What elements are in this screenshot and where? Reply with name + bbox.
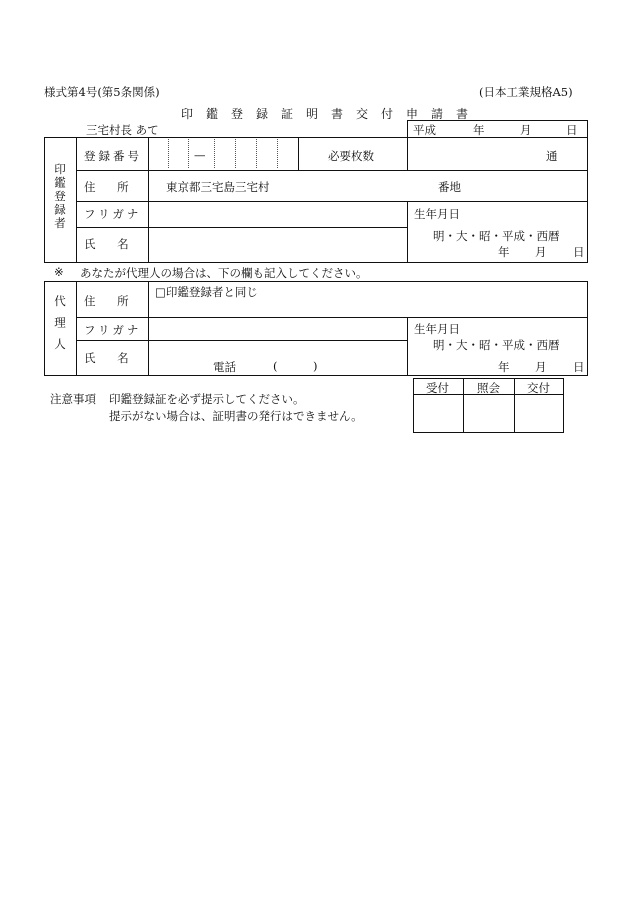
address-suffix: 番地 (438, 180, 461, 194)
furigana-label: フリガナ (84, 207, 142, 221)
agent-section-label: 代理人 (53, 295, 67, 360)
agent-birth-day-label: 日 (573, 360, 585, 374)
agent-birth-date-label: 生年月日 (414, 322, 460, 336)
address-value[interactable]: 東京都三宅島三宅村 (166, 180, 270, 194)
same-as-registrant-checkbox[interactable]: □印鑑登録者と同じ (155, 285, 258, 299)
birth-date-label: 生年月日 (414, 207, 460, 221)
notice-mark: ※ (54, 265, 64, 279)
agent-name-label: 氏 名 (84, 351, 138, 365)
reg-number-dash: — (194, 148, 206, 162)
date-month-label: 月 (520, 123, 532, 137)
birth-eras[interactable]: 明・大・昭・平成・西暦 (433, 229, 560, 243)
notes-label: 注意事項 (50, 392, 96, 406)
birth-year-label: 年 (498, 245, 510, 259)
agent-address-label: 住 所 (84, 294, 138, 308)
furigana-field[interactable] (150, 203, 405, 225)
paper-standard: (日本工業規格A5) (479, 85, 573, 99)
form-title: 印鑑登録証明書交付申請書 (181, 107, 482, 121)
date-year-label: 年 (473, 123, 485, 137)
copies-label: 必要枚数 (328, 149, 374, 163)
birth-month-label: 月 (535, 245, 547, 259)
office-issued-label: 交付 (527, 381, 550, 395)
agent-birth-month-label: 月 (535, 360, 547, 374)
name-field[interactable] (150, 229, 405, 261)
date-day-label: 日 (566, 123, 578, 137)
agent-phone-close-paren: ) (313, 359, 318, 373)
agent-birth-eras[interactable]: 明・大・昭・平成・西暦 (433, 338, 560, 352)
agent-phone-field[interactable] (282, 359, 310, 373)
agent-address-field[interactable] (150, 298, 580, 315)
office-checked-label: 照会 (477, 381, 500, 395)
addressee: 三宅村長 あて (86, 123, 159, 137)
form-number: 様式第4号(第5条関係) (44, 85, 160, 99)
copies-unit: 通 (546, 149, 558, 163)
notes-line-1: 印鑑登録証を必ず提示してください。 (109, 392, 305, 406)
birth-day-label: 日 (573, 245, 585, 259)
notice-text: あなたが代理人の場合は、下の欄も記入してください。 (80, 266, 368, 280)
agent-phone-open-paren: ( (273, 359, 278, 373)
address-label: 住 所 (84, 180, 138, 194)
agent-name-field[interactable] (150, 342, 405, 358)
agent-furigana-field[interactable] (150, 319, 405, 338)
registrant-section-label: 印鑑登録者 (53, 163, 67, 231)
date-era: 平成 (413, 123, 436, 137)
office-received-label: 受付 (426, 381, 449, 395)
agent-birth-year-label: 年 (498, 360, 510, 374)
name-label: 氏 名 (84, 237, 138, 251)
notes-line-2: 提示がない場合は、証明書の発行はできません。 (109, 409, 363, 423)
agent-furigana-label: フリガナ (84, 323, 142, 337)
agent-phone-label: 電話 (213, 360, 236, 374)
reg-number-label: 登録番号 (84, 149, 142, 163)
